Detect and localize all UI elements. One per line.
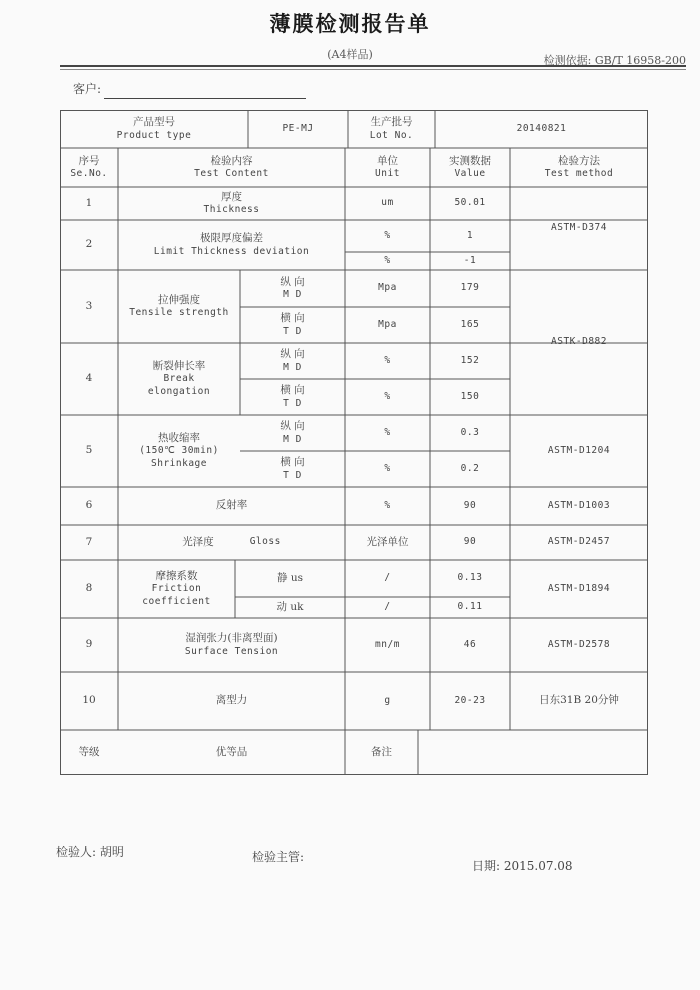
row4-sub-a-en: M D (283, 361, 302, 373)
grade-label: 等级 (78, 745, 100, 758)
row3-unit-b: Mpa (378, 318, 397, 330)
test-basis: 检测依据: GB/T 16958-200 (543, 54, 686, 67)
col-content-cn: 检验内容 (210, 154, 253, 167)
row9-no: 9 (85, 638, 93, 651)
inspector: 检验人: 胡明 (56, 845, 124, 859)
row2-en: Limit Thickness deviation (153, 245, 310, 257)
row6-value: 90 (463, 499, 477, 511)
supervisor: 检验主管: (252, 850, 305, 864)
row10-content: 离型力 (215, 694, 248, 707)
row3-unit-a: Mpa (378, 282, 397, 294)
row5-cn: 热收缩率 (158, 431, 200, 444)
customer-label: 客户: (73, 82, 102, 96)
row4-sub-a (240, 343, 345, 379)
row9-en: Surface Tension (184, 645, 279, 657)
row8-method: ASTM-D1894 (547, 582, 611, 594)
row3-en: Tensile strength (129, 307, 229, 319)
row6-unit: % (384, 499, 391, 511)
row10-value: 20-23 (454, 694, 486, 706)
row4-value-b: 150 (460, 390, 480, 402)
row2-value-a: 1 (466, 229, 474, 241)
col-method-en: Test method (544, 168, 614, 180)
row2-cn: 极限厚度偏差 (200, 232, 263, 244)
col-unit-en: Unit (375, 168, 400, 180)
row8-sub-a: 静 us (277, 571, 303, 584)
row4-content (118, 343, 240, 415)
row6-no: 6 (85, 499, 93, 512)
col-content-en: Test Content (194, 168, 269, 180)
row10-method: 日东31B 20分钟 (539, 694, 619, 707)
remark-value (418, 730, 648, 775)
row10-no: 10 (82, 694, 96, 707)
row4-sub-b-cn: 横 向 (280, 384, 305, 396)
row5-en: Shrinkage (151, 457, 207, 469)
row10-unit: g (384, 694, 391, 706)
col-header-content (118, 148, 345, 187)
row5-value-a: 0.3 (460, 426, 480, 438)
row3-sub-a-en: M D (283, 289, 302, 301)
row8-sub-b: 动 uk (276, 600, 304, 613)
remark-label: 备注 (371, 745, 392, 758)
row5-sub-a (240, 415, 345, 451)
col-header-seq (60, 148, 118, 187)
row5-sub-a-cn: 纵 向 (280, 420, 305, 432)
row7-en: Gloss (249, 536, 281, 548)
row8-value-b: 0.11 (457, 601, 483, 613)
row3-sub-b-cn: 横 向 (280, 312, 305, 324)
row3-no: 3 (85, 299, 93, 312)
row7-method: ASTM-D2457 (547, 536, 611, 548)
row4-cn: 断裂伸长率 (152, 359, 206, 372)
row9-cn: 湿润张力(非离型面) (185, 632, 278, 644)
row4-unit-b: % (384, 390, 391, 402)
lot-number-header (348, 110, 435, 148)
row5-cn2: (150℃ 30min) (139, 445, 219, 457)
report-table (60, 110, 648, 775)
col-value-en: Value (454, 168, 486, 180)
row5-sub-a-en: M D (283, 433, 302, 445)
row1-2-method: ASTM-D374 (551, 222, 607, 234)
row1-value: 50.01 (454, 197, 486, 209)
col-header-value (430, 148, 510, 187)
row7-value: 90 (463, 536, 477, 548)
row9-content (118, 618, 345, 672)
row1-content (118, 187, 345, 220)
grade-value: 优等品 (215, 745, 248, 758)
row3-value-b: 165 (460, 318, 480, 330)
row9-unit: mn/m (375, 638, 400, 650)
col-seq-cn: 序号 (78, 154, 100, 167)
row3-value-a: 179 (460, 282, 480, 294)
row3-cn: 拉伸强度 (158, 293, 200, 306)
row1-cn: 厚度 (221, 190, 242, 203)
row8-value-a: 0.13 (457, 572, 483, 584)
col-header-method (510, 148, 648, 187)
row4-en2: elongation (147, 385, 211, 397)
row9-method: ASTM-D2578 (547, 638, 611, 650)
lot-en: Lot No. (369, 129, 414, 141)
row2-unit-a: % (384, 229, 391, 241)
row8-no: 8 (85, 582, 93, 595)
row8-en2: coefficient (142, 595, 211, 607)
row1-unit: um (381, 197, 394, 209)
row5-sub-b-cn: 横 向 (280, 456, 305, 468)
row9-value: 46 (463, 638, 477, 650)
row2-unit-b: % (384, 254, 391, 266)
row8-unit-a: / (384, 572, 391, 584)
row8-unit-b: / (384, 601, 391, 613)
row7-no: 7 (85, 535, 93, 548)
row3-sub-a-cn: 纵 向 (280, 275, 305, 288)
product-type-header (60, 110, 248, 148)
row4-sub-a-cn: 纵 向 (280, 348, 305, 360)
product-type-value: PE-MJ (282, 122, 314, 134)
product-type-cn: 产品型号 (133, 116, 175, 128)
row2-value-b: -1 (463, 254, 477, 266)
row1-en: Thickness (203, 204, 260, 216)
row5-sub-b-en: T D (283, 469, 302, 481)
row5-method: ASTM-D1204 (547, 444, 611, 456)
row2-content (118, 220, 345, 270)
lot-cn: 生产批号 (370, 116, 413, 128)
col-value-cn: 实测数据 (449, 154, 491, 167)
row4-en1: Break (163, 373, 195, 385)
lot-number-value: 20140821 (516, 122, 567, 134)
row8-content (118, 560, 235, 618)
row3-sub-b (240, 307, 345, 343)
row4-value-a: 152 (460, 354, 480, 366)
row5-value-b: 0.2 (460, 462, 480, 474)
header-rule-thin (60, 69, 686, 70)
row4-unit-a: % (384, 354, 391, 366)
row6-content: 反射率 (215, 499, 248, 512)
row4-sub-b-en: T D (283, 397, 302, 409)
row7-content (118, 525, 345, 560)
row3-content (118, 270, 240, 343)
row4-sub-b (240, 379, 345, 415)
col-header-unit (345, 148, 430, 187)
product-type-en: Product type (116, 129, 192, 141)
report-subtitle: (A4样品) (327, 48, 373, 61)
row3-4-method: ASTK-D882 (551, 336, 607, 348)
row5-unit-a: % (384, 426, 391, 438)
row7-unit: 光泽单位 (366, 535, 409, 548)
row2-no: 2 (85, 238, 93, 251)
row3-sub-a (240, 270, 345, 307)
row7-cn: 光泽度 (182, 535, 214, 548)
row5-content (118, 415, 240, 487)
header-rule (60, 65, 686, 67)
customer-blank-line (104, 98, 306, 99)
report-date: 日期: 2015.07.08 (472, 859, 573, 873)
row5-no: 5 (85, 444, 93, 457)
row4-no: 4 (85, 372, 93, 385)
row1-no: 1 (85, 196, 93, 209)
col-seq-en: Se.No. (70, 168, 108, 180)
row8-cn: 摩擦系数 (155, 569, 198, 582)
col-unit-cn: 单位 (377, 154, 398, 167)
row5-sub-b (240, 451, 345, 487)
row8-en1: Friction (151, 583, 202, 595)
row5-unit-b: % (384, 462, 391, 474)
row3-sub-b-en: T D (283, 325, 302, 337)
report-title: 薄膜检测报告单 (269, 11, 431, 36)
row6-method: ASTM-D1003 (547, 499, 611, 511)
col-method-cn: 检验方法 (558, 154, 600, 167)
